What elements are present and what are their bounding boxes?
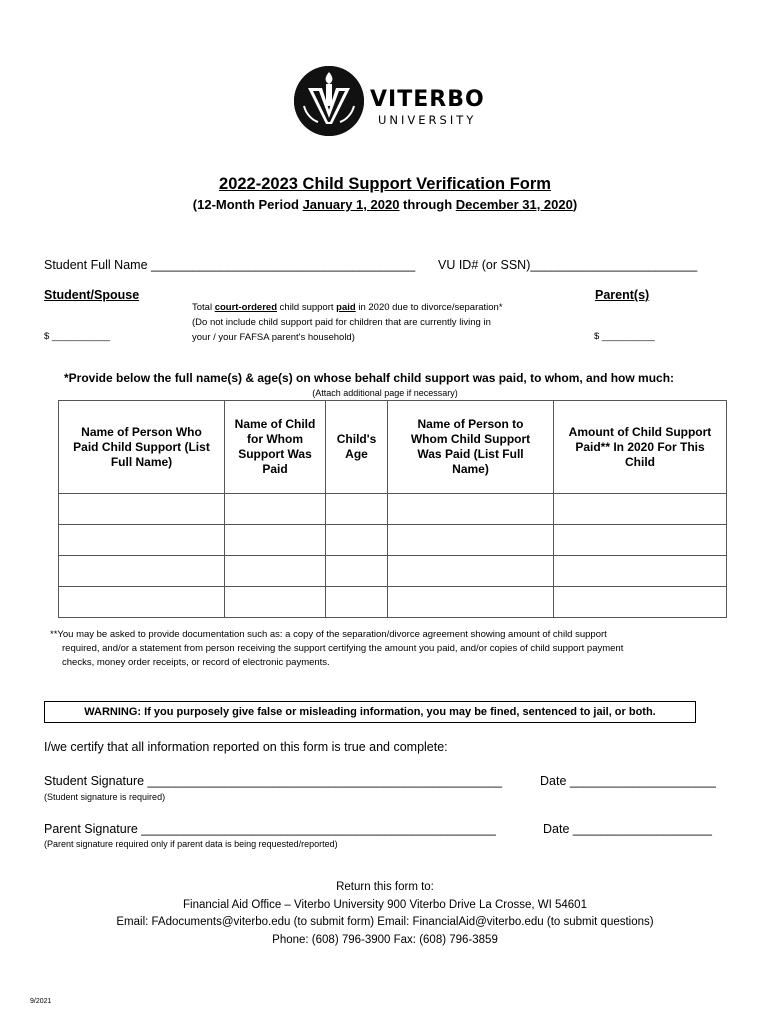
header-child-name: Name of Child for Whom Support Was Paid bbox=[225, 401, 326, 494]
cell-amount[interactable] bbox=[554, 494, 727, 525]
cell-child-age[interactable] bbox=[326, 494, 388, 525]
form-title: 2022-2023 Child Support Verification Form bbox=[219, 175, 551, 193]
header-child-age: Child's Age bbox=[326, 401, 388, 494]
parents-label: Parent(s) bbox=[595, 288, 650, 302]
parent-date-field[interactable]: Date ____________________ bbox=[543, 822, 712, 836]
child-support-table bbox=[58, 400, 727, 618]
cell-child-name[interactable] bbox=[225, 525, 326, 556]
cell-payer-name[interactable] bbox=[59, 556, 225, 587]
student-signature-field[interactable]: Student Signature ___________________________________________________ bbox=[44, 774, 503, 788]
logo-wordmark: VITERBO bbox=[370, 87, 485, 112]
student-amount-field[interactable]: $ ___________ bbox=[44, 331, 111, 342]
cell-recipient-name[interactable] bbox=[388, 525, 554, 556]
logo-subtitle: UNIVERSITY bbox=[378, 113, 477, 127]
cell-amount[interactable] bbox=[554, 525, 727, 556]
student-signature-note: (Student signature is required) bbox=[44, 792, 166, 802]
cell-recipient-name[interactable] bbox=[388, 556, 554, 587]
warning-box: WARNING: If you purposely give false or misleading information, you may be fined, sentenced to jail, or both. bbox=[44, 701, 696, 723]
form-period: (12-Month Period January 1, 2020 through December 31, 2020) bbox=[192, 197, 578, 212]
cell-payer-name[interactable] bbox=[59, 587, 225, 618]
attach-note: (Attach additional page if necessary) bbox=[312, 388, 458, 398]
table-row bbox=[59, 494, 727, 525]
cell-recipient-name[interactable] bbox=[388, 494, 554, 525]
parent-amount-field[interactable]: $ __________ bbox=[594, 331, 655, 342]
table-header-row bbox=[59, 401, 727, 494]
viterbo-logo-emblem bbox=[294, 66, 364, 136]
cell-child-age[interactable] bbox=[326, 587, 388, 618]
certify-statement: I/we certify that all information reported on this form is true and complete: bbox=[44, 740, 448, 754]
cell-child-age[interactable] bbox=[326, 556, 388, 587]
table-row bbox=[59, 525, 727, 556]
cell-child-name[interactable] bbox=[225, 556, 326, 587]
cell-child-name[interactable] bbox=[225, 494, 326, 525]
cell-recipient-name[interactable] bbox=[388, 587, 554, 618]
return-phone: Phone: (608) 796-3900 Fax: (608) 796-3859 bbox=[272, 934, 498, 946]
header-recipient-name: Name of Person to Whom Child Support Was Paid (List Full Name) bbox=[388, 401, 554, 494]
return-emails: Email: FAdocuments@viterbo.edu (to submit form) Email: FinancialAid@viterbo.edu (to submit questions) bbox=[116, 916, 654, 928]
table-row bbox=[59, 587, 727, 618]
documentation-footnote: **You may be asked to provide documentation such as: a copy of the separation/divorce agreement showing amount of child support required, and/or a statement from person receiving the support certifying the amount you paid, and/or copies of child support payment checks, money order receipts, or record of electronic payments. bbox=[50, 629, 624, 668]
header-amount-paid: Amount of Child Support Paid** In 2020 For This Child bbox=[554, 401, 727, 494]
torch-v-icon bbox=[294, 66, 364, 136]
student-spouse-label: Student/Spouse bbox=[44, 288, 140, 302]
student-full-name-field[interactable]: Student Full Name ______________________________________ bbox=[44, 258, 416, 272]
cell-payer-name[interactable] bbox=[59, 525, 225, 556]
revision-date: 9/2021 bbox=[30, 998, 52, 1005]
parent-signature-note: (Parent signature required only if parent data is being requested/reported) bbox=[44, 839, 338, 849]
header-payer-name: Name of Person Who Paid Child Support (List Full Name) bbox=[59, 401, 225, 494]
cell-amount[interactable] bbox=[554, 556, 727, 587]
provide-instruction: *Provide below the full name(s) & age(s) on whose behalf child support was paid, to whom, and how much: bbox=[64, 371, 675, 385]
child-support-description: Total court-ordered child support paid in 2020 due to divorce/separation* (Do not include child support paid for children that are currently living in your / your FAFSA parent's household) bbox=[192, 302, 503, 343]
student-date-field[interactable]: Date _____________________ bbox=[540, 774, 716, 788]
table-row bbox=[59, 556, 727, 587]
cell-child-name[interactable] bbox=[225, 587, 326, 618]
cell-payer-name[interactable] bbox=[59, 494, 225, 525]
return-address: Financial Aid Office – Viterbo University 900 Viterbo Drive La Crosse, WI 54601 bbox=[183, 899, 587, 911]
cell-child-age[interactable] bbox=[326, 525, 388, 556]
parent-signature-field[interactable]: Parent Signature ___________________________________________________ bbox=[44, 822, 496, 836]
return-heading: Return this form to: bbox=[336, 881, 434, 893]
vu-id-field[interactable]: VU ID# (or SSN)________________________ bbox=[438, 258, 698, 272]
cell-amount[interactable] bbox=[554, 587, 727, 618]
